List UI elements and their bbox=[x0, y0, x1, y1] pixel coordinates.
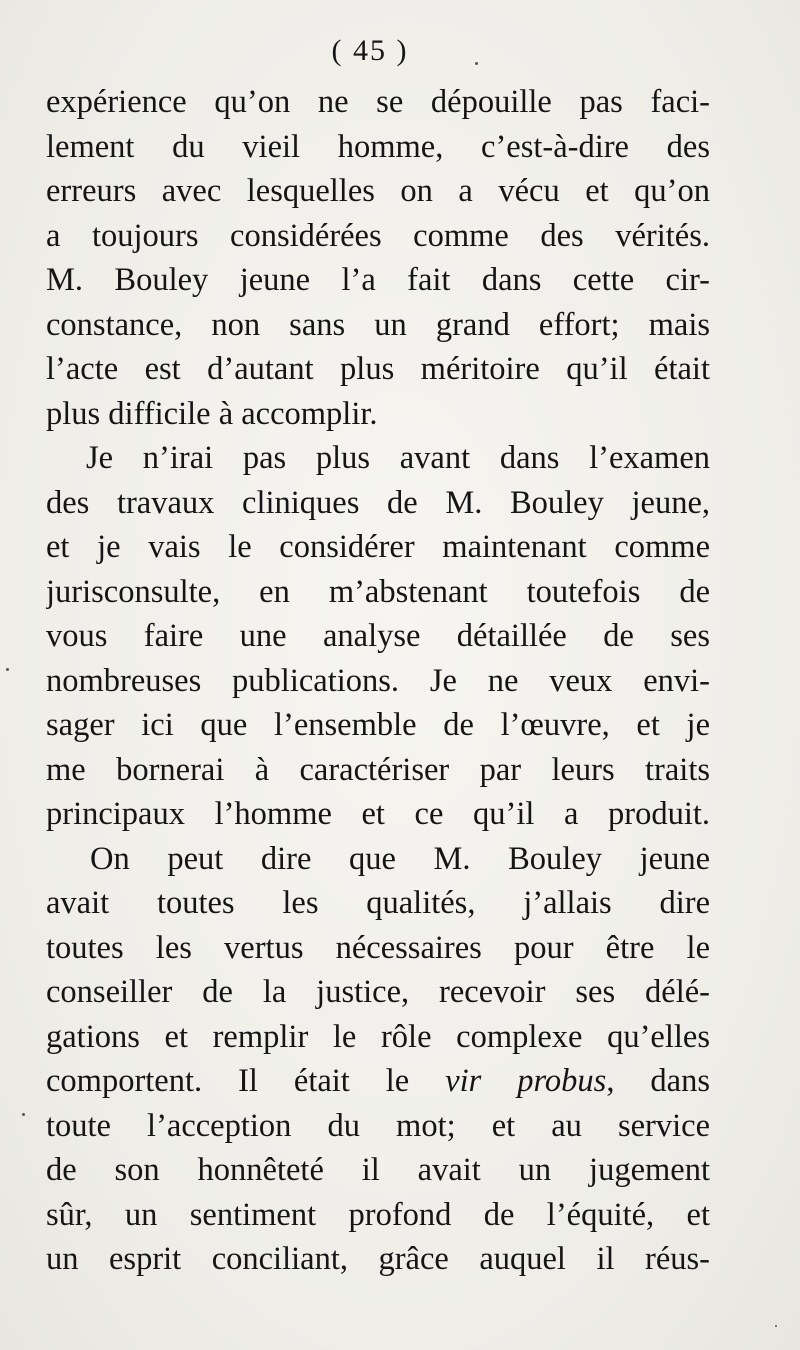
text-line: sager ici que l’ensemble de l’œuvre, et je bbox=[46, 707, 710, 743]
text-line: gations et remplir le rôle complexe qu’elles bbox=[46, 1018, 710, 1055]
text-line: des travaux cliniques de M. Bouley jeune, bbox=[46, 484, 710, 521]
italic-phrase: vir probus bbox=[445, 1063, 607, 1099]
line-tail: , dans bbox=[606, 1063, 710, 1099]
print-speck bbox=[775, 1325, 777, 1327]
text-line: un esprit conciliant, grâce auquel il réus- bbox=[46, 1241, 710, 1277]
print-speck bbox=[475, 62, 478, 65]
text-line: toutes les vertus nécessaires pour être le bbox=[46, 929, 710, 966]
line-head: comportent. Il était le bbox=[46, 1063, 410, 1099]
text-line: conseiller de la justice, recevoir ses délé- bbox=[46, 974, 710, 1010]
text-line: avait toutes les qualités, j’allais dire bbox=[46, 885, 710, 921]
page-number: ( 45 ) bbox=[331, 34, 409, 67]
text-line: expérience qu’on ne se dépouille pas faci- bbox=[46, 84, 710, 120]
paragraph-start-line: On peut dire que M. Bouley jeune bbox=[90, 840, 710, 877]
text-line: et je vais le considérer maintenant comme bbox=[46, 529, 710, 565]
text-line: plus difficile à accomplir. bbox=[46, 395, 378, 432]
text-line: constance, non sans un grand effort; mais bbox=[46, 306, 710, 343]
text-line-with-italic bbox=[46, 1059, 710, 1104]
text-line: me bornerai à caractériser par leurs traits bbox=[46, 751, 710, 788]
text-line: a toujours considérées comme des vérités. bbox=[46, 217, 710, 254]
print-speck bbox=[22, 1113, 25, 1116]
text-line: lement du vieil homme, c’est-à-dire des bbox=[46, 128, 710, 165]
text-line: nombreuses publications. Je ne veux envi- bbox=[46, 662, 710, 699]
text-line: vous faire une analyse détaillée de ses bbox=[46, 618, 710, 654]
text-line: principaux l’homme et ce qu’il a produit. bbox=[46, 796, 710, 832]
text-line: jurisconsulte, en m’abstenant toutefois de bbox=[46, 573, 710, 610]
text-line: M. Bouley jeune l’a fait dans cette cir- bbox=[46, 262, 710, 298]
text-line: de son honnêteté il avait un jugement bbox=[46, 1152, 710, 1188]
text-line: sûr, un sentiment profond de l’équité, et bbox=[46, 1196, 710, 1233]
text-line: l’acte est d’autant plus méritoire qu’il était bbox=[46, 351, 710, 387]
print-speck bbox=[6, 668, 9, 671]
text-line: erreurs avec lesquelles on a vécu et qu’on bbox=[46, 173, 710, 209]
body-text bbox=[46, 80, 710, 1282]
text-line: toute l’acception du mot; et au service bbox=[46, 1107, 710, 1144]
paragraph-start-line: Je n’irai pas plus avant dans l’examen bbox=[86, 440, 710, 476]
